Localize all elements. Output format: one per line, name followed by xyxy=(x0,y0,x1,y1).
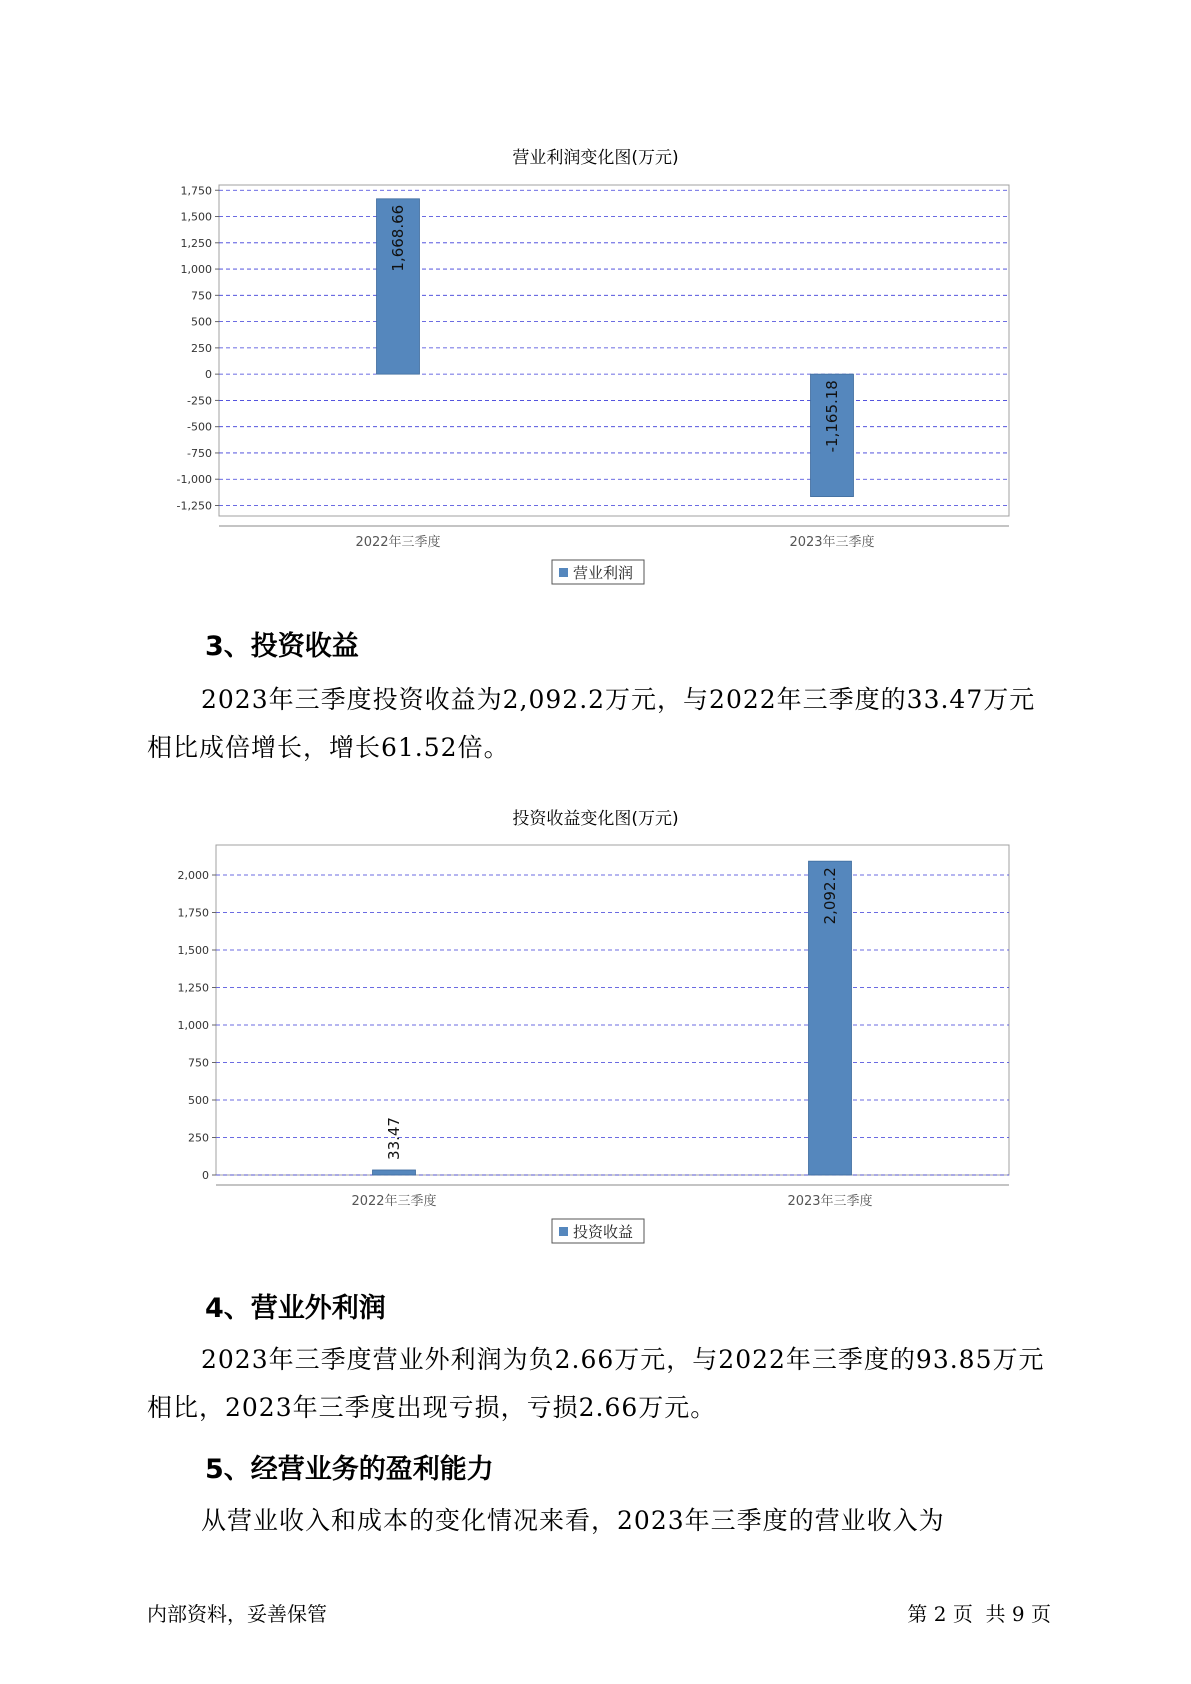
y-tick-label: -250 xyxy=(187,394,212,408)
legend-swatch xyxy=(559,568,568,577)
legend-label: 营业利润 xyxy=(573,564,634,582)
bar-value-label: -1,165.18 xyxy=(823,380,841,453)
chart-2-title: 投资收益变化图(万元) xyxy=(512,809,679,829)
section-3-line-1: 2023年三季度投资收益为2,092.2万元，与2022年三季度的33.47万元 xyxy=(201,685,1036,714)
chart-1 xyxy=(0,0,1191,600)
y-tick-label: 1,000 xyxy=(180,263,212,277)
section-3-line-2: 相比成倍增长，增长61.52倍。 xyxy=(147,733,510,762)
y-tick-label: 1,500 xyxy=(177,944,209,957)
y-tick-label: 1,750 xyxy=(180,184,212,198)
y-tick-label: -1,000 xyxy=(176,473,212,487)
y-tick-label: 500 xyxy=(188,1094,209,1107)
y-tick-label: 0 xyxy=(205,368,212,382)
x-tick-label: 2022年三季度 xyxy=(351,1194,437,1209)
y-tick-label: 750 xyxy=(188,1056,209,1070)
y-tick-label: 250 xyxy=(191,341,212,355)
bar-value-label: 2,092.2 xyxy=(821,867,839,925)
y-tick-label: 750 xyxy=(191,289,212,303)
y-tick-label: 1,250 xyxy=(180,236,212,250)
y-tick-label: 250 xyxy=(188,1131,209,1145)
y-tick-label: -750 xyxy=(187,446,212,460)
section-3-heading: 3、投资收益 xyxy=(205,631,359,662)
bar-value-label: 33.47 xyxy=(385,1117,403,1160)
section-5-paragraph xyxy=(147,1497,1067,1545)
section-4-heading: 4、营业外利润 xyxy=(205,1293,386,1324)
y-tick-label: -500 xyxy=(187,420,212,434)
bar-value-label: 1,668.66 xyxy=(389,204,407,272)
chart-2 xyxy=(0,800,1191,1260)
y-tick-label: 1,750 xyxy=(177,906,209,920)
y-tick-label: 500 xyxy=(191,315,212,329)
plot-area xyxy=(216,845,1009,1175)
legend-swatch xyxy=(559,1227,568,1236)
bar-2022年三季度 xyxy=(373,1170,416,1175)
y-tick-label: 0 xyxy=(202,1169,209,1182)
section-4-paragraph xyxy=(147,1336,1067,1432)
x-tick-label: 2022年三季度 xyxy=(355,535,441,550)
y-tick-label: 1,500 xyxy=(180,210,212,224)
section-5-heading: 5、经营业务的盈利能力 xyxy=(205,1454,494,1485)
section-5-line-1: 从营业收入和成本的变化情况来看，2023年三季度的营业收入为 xyxy=(201,1506,945,1535)
section-4-line-1: 2023年三季度营业外利润为负2.66万元，与2022年三季度的93.85万元 xyxy=(201,1345,1045,1374)
y-tick-label: 2,000 xyxy=(177,869,209,882)
footer-page-number: 第 2 页 共 9 页 xyxy=(907,1602,1051,1626)
x-tick-label: 2023年三季度 xyxy=(789,535,875,550)
legend-label: 投资收益 xyxy=(573,1223,634,1241)
section-4-line-2: 相比，2023年三季度出现亏损，亏损2.66万元。 xyxy=(147,1393,717,1422)
plot-area xyxy=(219,185,1009,516)
x-tick-label: 2023年三季度 xyxy=(787,1194,873,1209)
y-tick-label: -1,250 xyxy=(176,499,212,513)
footer-left: 内部资料，妥善保管 xyxy=(147,1602,327,1626)
chart-1-title: 营业利润变化图(万元) xyxy=(512,148,679,168)
section-3-paragraph xyxy=(147,676,1067,772)
y-tick-label: 1,250 xyxy=(177,981,209,995)
y-tick-label: 1,000 xyxy=(177,1019,209,1032)
